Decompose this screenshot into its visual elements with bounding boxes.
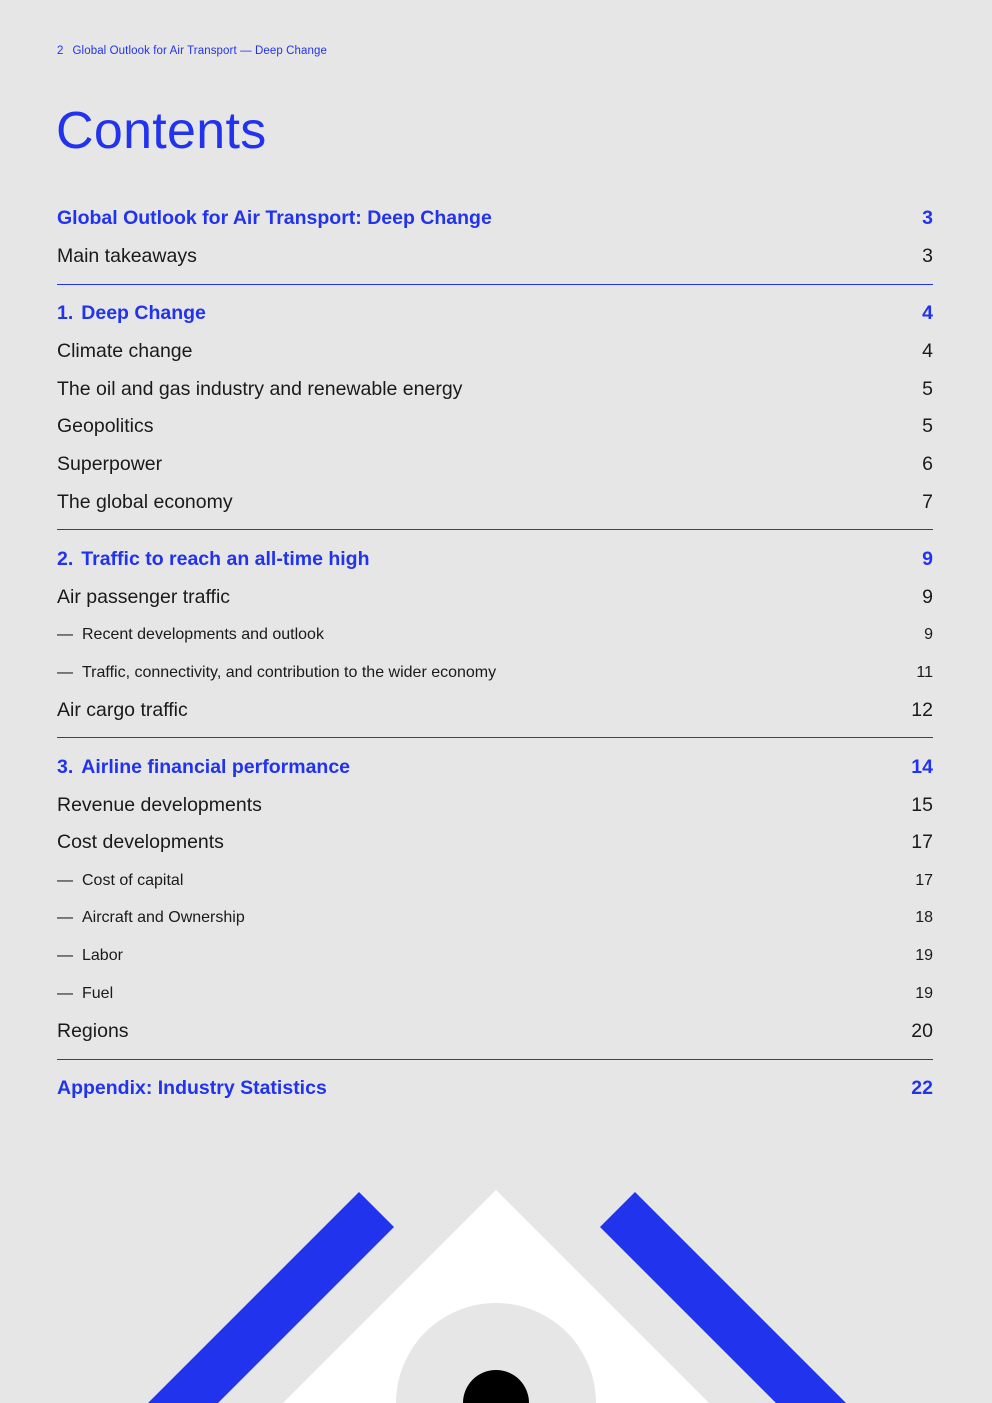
toc-entry-page: 5	[922, 377, 933, 400]
toc-heading-page: 22	[911, 1077, 933, 1100]
decorative-graphic	[0, 1160, 992, 1403]
toc-section-1	[57, 295, 933, 531]
toc-entry-page: 6	[922, 453, 933, 476]
toc-entry-label: Superpower	[57, 453, 163, 476]
toc-entry-page: 5	[922, 415, 933, 438]
toc-subentry[interactable]	[57, 975, 933, 1013]
toc-section-intro	[57, 200, 933, 285]
header-page-number: 2	[57, 45, 64, 57]
toc-heading-2[interactable]	[57, 540, 933, 578]
toc-heading-number: 3.	[57, 755, 74, 778]
toc-subentry-label: Traffic, connectivity, and contribution to the wider economy	[82, 663, 497, 681]
toc-entry-label: Main takeaways	[57, 245, 197, 268]
toc-entry-label: The oil and gas industry and renewable energy	[57, 377, 463, 400]
toc-entry-page: 20	[911, 1020, 933, 1043]
toc-section-appendix	[57, 1070, 933, 1116]
toc-section-2	[57, 540, 933, 738]
em-dash-bullet: —	[57, 871, 73, 889]
toc-subentry-label: Cost of capital	[82, 871, 184, 889]
toc-entry-label: The global economy	[57, 490, 233, 513]
toc-entry-label: Geopolitics	[57, 415, 154, 438]
toc-entry-label: Climate change	[57, 339, 193, 362]
toc-heading-label: Airline financial performance	[81, 755, 351, 778]
toc-subentry[interactable]	[57, 654, 933, 692]
toc-subentry[interactable]	[57, 937, 933, 975]
toc-entry[interactable]	[57, 484, 933, 522]
toc-heading-number: 1.	[57, 301, 74, 324]
toc-entry[interactable]	[57, 446, 933, 484]
table-of-contents	[57, 200, 933, 1126]
toc-heading-3[interactable]	[57, 748, 933, 786]
toc-entry[interactable]	[57, 238, 933, 276]
toc-heading-number: 2.	[57, 547, 74, 570]
toc-subentry[interactable]	[57, 616, 933, 654]
toc-entry-page: 17	[911, 831, 933, 854]
toc-heading-appendix[interactable]	[57, 1070, 933, 1108]
em-dash-bullet: —	[57, 947, 73, 965]
toc-entry-label: Regions	[57, 1020, 129, 1043]
em-dash-bullet: —	[57, 909, 73, 927]
toc-subentry[interactable]	[57, 900, 933, 938]
toc-heading-label: Appendix: Industry Statistics	[57, 1077, 327, 1100]
em-dash-bullet: —	[57, 663, 73, 681]
toc-entry-label: Air cargo traffic	[57, 698, 188, 721]
toc-entry[interactable]	[57, 332, 933, 370]
toc-heading-label: Traffic to reach an all-time high	[81, 547, 370, 570]
page-title: Contents	[56, 102, 267, 160]
toc-entry[interactable]	[57, 1013, 933, 1051]
toc-heading-intro[interactable]	[57, 200, 933, 238]
toc-subentry-label: Aircraft and Ownership	[82, 909, 245, 927]
toc-subentry-page: 19	[915, 947, 933, 965]
em-dash-bullet: —	[57, 625, 73, 643]
toc-heading-page: 4	[922, 301, 933, 324]
em-dash-bullet: —	[57, 985, 73, 1003]
toc-heading-label: Global Outlook for Air Transport: Deep Change	[57, 207, 492, 230]
toc-subentry[interactable]	[57, 862, 933, 900]
toc-entry[interactable]	[57, 408, 933, 446]
running-header	[57, 45, 327, 57]
toc-entry-page: 12	[911, 698, 933, 721]
toc-section-3	[57, 748, 933, 1059]
toc-subentry-label: Fuel	[82, 985, 114, 1003]
toc-heading-page: 14	[911, 755, 933, 778]
toc-entry-label: Cost developments	[57, 831, 224, 854]
toc-heading-1[interactable]	[57, 295, 933, 333]
toc-entry-label: Revenue developments	[57, 793, 262, 816]
toc-subentry-label: Recent developments and outlook	[82, 625, 324, 643]
toc-entry-page: 9	[922, 585, 933, 608]
toc-subentry-page: 17	[915, 871, 933, 889]
toc-heading-label: Deep Change	[81, 301, 206, 324]
header-running-title: Global Outlook for Air Transport — Deep Change	[72, 45, 328, 57]
toc-entry[interactable]	[57, 824, 933, 862]
toc-entry-page: 4	[922, 339, 933, 362]
toc-subentry-page: 19	[915, 985, 933, 1003]
toc-entry-page: 15	[911, 793, 933, 816]
toc-subentry-page: 18	[915, 909, 933, 927]
toc-subentry-label: Labor	[82, 947, 123, 965]
toc-entry[interactable]	[57, 578, 933, 616]
toc-entry[interactable]	[57, 370, 933, 408]
toc-heading-page: 9	[922, 547, 933, 570]
toc-entry-page: 7	[922, 490, 933, 513]
toc-heading-page: 3	[922, 207, 933, 230]
toc-subentry-page: 9	[924, 625, 933, 643]
toc-entry-page: 3	[922, 245, 933, 268]
toc-entry[interactable]	[57, 786, 933, 824]
toc-subentry-page: 11	[916, 663, 933, 681]
toc-entry[interactable]	[57, 692, 933, 730]
toc-entry-label: Air passenger traffic	[57, 585, 231, 608]
